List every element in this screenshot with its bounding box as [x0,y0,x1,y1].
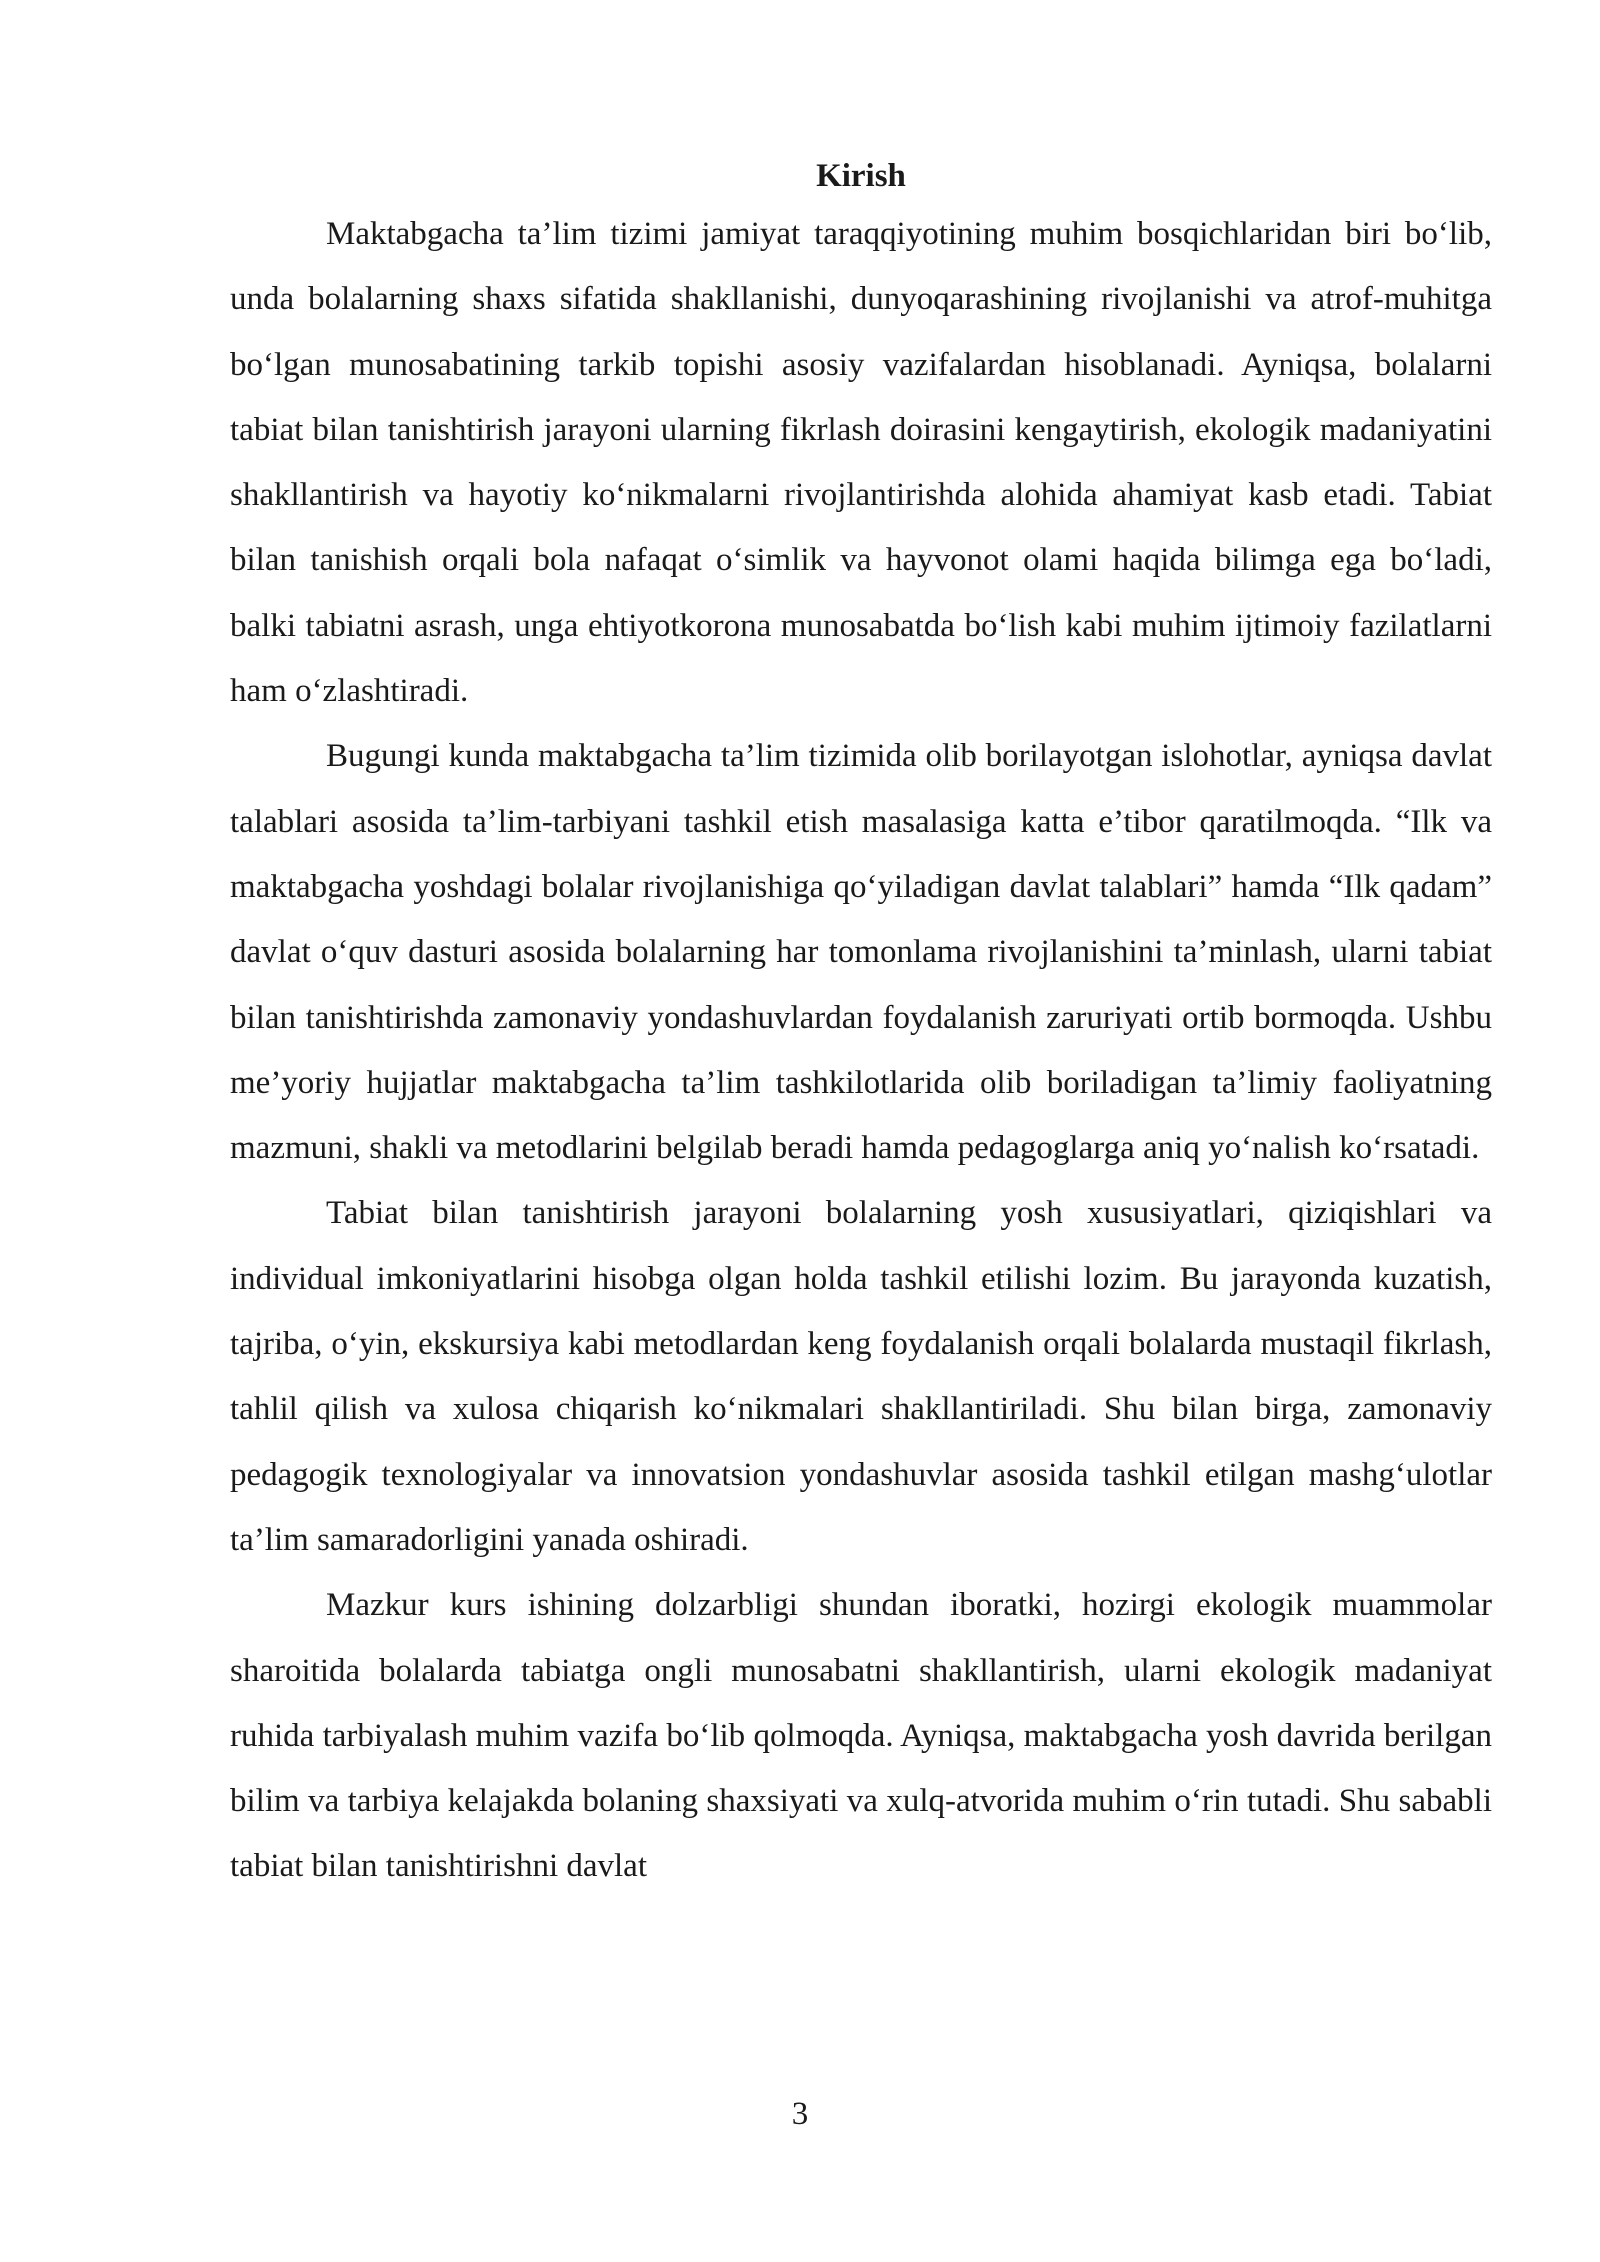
paragraph-3: Tabiat bilan tanishtirish jarayoni bolalarning yosh xususiyatlari, qiziqishlari va individual imkoniyatlarini hisobga olgan holda tashkil etilishi lozim. Bu jarayonda kuzatish, tajriba, o‘yin, ekskursiya kabi metodlardan keng foydalanish orqali bolalarda mustaqil fikrlash, tahlil qilish va xulosa chiqarish ko‘nikmalari shakllantiriladi. Shu bilan birga, zamonaviy pedagogik texnologiyalar va innovatsion yondashuvlar asosida tashkil etilgan mashg‘ulotlar ta’lim samaradorligini yanada oshiradi. [230,1195,1492,1558]
paragraph-1: Maktabgacha ta’lim tizimi jamiyat taraqqiyotining muhim bosqichlaridan biri bo‘lib, unda bolalarning shaxs sifatida shakllanishi, dunyoqarashining rivojlanishi va atrof-muhitga bo‘lgan munosabatining tarkib topishi asosiy vazifalardan hisoblanadi. Ayniqsa, bolalarni tabiat bilan tanishtirish jarayoni ularning fikrlash doirasini kengaytirish, ekologik madaniyatini shakllantirish va hayotiy ko‘nikmalarni rivojlantirishda alohida ahamiyat kasb etadi. Tabiat bilan tanishish orqali bola nafaqat o‘simlik va hayvonot olami haqida bilimga ega bo‘ladi, balki tabiatni asrash, unga ehtiyotkorona munosabatda bo‘lish kabi muhim ijtimoiy fazilatlarni ham o‘zlashtiradi. [230,216,1492,710]
paragraph-2: Bugungi kunda maktabgacha ta’lim tizimida olib borilayotgan islohotlar, ayniqsa davlat talablari asosida ta’lim-tarbiyani tashkil etish masalasiga katta e’tibor qaratilmoqda. “Ilk va maktabgacha yoshdagi bolalar rivojlanishiga qo‘yiladigan davlat talablari” hamda “Ilk qadam” davlat o‘quv dasturi asosida bolalarning har tomonlama rivojlanishini ta’minlash, ularni tabiat bilan tanishtirishda zamonaviy yondashuvlardan foydalanish zaruriyati ortib bormoqda. Ushbu me’yoriy hujjatlar maktabgacha ta’lim tashkilotlarida olib boriladigan ta’limiy faoliyatning mazmuni, shakli va metodlarini belgilab beradi hamda pedagoglarga aniq yo‘nalish ko‘rsatadi. [230,738,1492,1167]
section-title: Kirish [816,158,906,194]
page-content [230,150,1492,1900]
paragraph-4: Mazkur kurs ishining dolzarbligi shundan iboratki, hozirgi ekologik muammolar sharoitida bolalarda tabiatga ongli munosabatni shakllantirish, ularni ekologik madaniyat ruhida tarbiyalash muhim vazifa bo‘lib qolmoqda. Ayniqsa, maktabgacha yosh davrida berilgan bilim va tarbiya kelajakda bolaning shaxsiyati va xulq-atvorida muhim o‘rin tutadi. Shu sababli tabiat bilan tanishtirishni davlat [230,1587,1492,1885]
page-number: 3 [791,2096,809,2132]
